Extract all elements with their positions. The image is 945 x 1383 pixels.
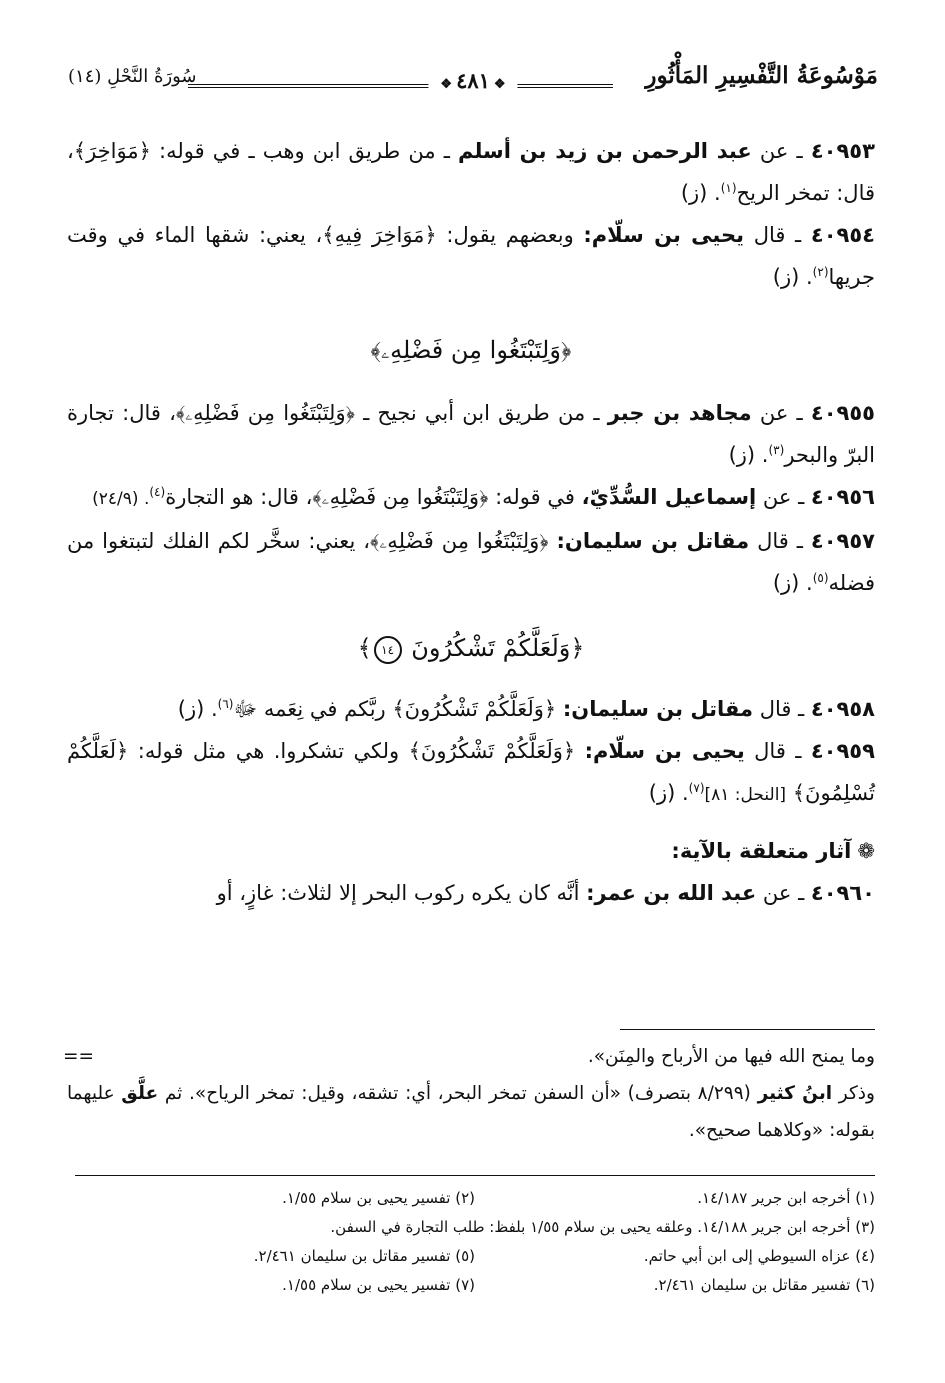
entry-text: قال: هو التجارة bbox=[165, 485, 299, 509]
narrator-name: عبد الرحمن بن زيد بن أسلم bbox=[458, 139, 752, 163]
footnote-row bbox=[67, 1242, 875, 1271]
footnote-7: (٧) تفسير يحيى بن سلام ١/٥٥. bbox=[282, 1276, 475, 1294]
entry-prefix: ـ قال bbox=[753, 223, 802, 247]
entry-source: . (ز) bbox=[728, 443, 769, 467]
note-text: وذكر bbox=[838, 1083, 875, 1104]
verse-text: ﴿وَلَعَلَّكُمْ تَشْكُرُونَ bbox=[411, 634, 585, 662]
footnote-ref[interactable]: (٦) bbox=[217, 697, 234, 711]
entry-40956 bbox=[67, 476, 875, 520]
entry-text: قال: تمخر الريح bbox=[736, 181, 875, 205]
entry-40955 bbox=[67, 392, 875, 476]
entry-prefix: ـ عن bbox=[759, 401, 803, 425]
section-heading bbox=[67, 830, 875, 872]
narrator-name: مقاتل بن سليمان: bbox=[562, 697, 753, 721]
footnote-3: (٣) أخرجه ابن جرير ١٤/١٨٨. وعلقه يحيى بن سلام ١/٥٥ بلفظ: طلب التجارة في السفن. bbox=[330, 1218, 875, 1236]
entry-text: وبعضهم يقول: bbox=[446, 223, 574, 247]
entry-source: . (ز) bbox=[680, 181, 721, 205]
page-number: ٤٨١ bbox=[456, 68, 490, 93]
entry-text: ربَّكم في نِعَمه ﷻ bbox=[233, 697, 386, 721]
narrator-name: مجاهد بن جبر bbox=[607, 401, 752, 425]
footnotes-divider bbox=[75, 1175, 875, 1176]
entry-text: يعني: سخَّر لكم الفلك لتبتغوا من فضله bbox=[67, 529, 875, 595]
entry-40958 bbox=[67, 688, 875, 730]
ayah-number-icon: ١٤ bbox=[374, 636, 402, 664]
quran-quote: ﴿وَلِتَبْتَغُوا مِن فَضْلِهِۦ﴾، bbox=[305, 485, 489, 509]
entry-source: . (ز) bbox=[772, 571, 813, 595]
footnote-5: (٥) تفسير مقاتل بن سليمان ٢/٤٦١. bbox=[253, 1247, 475, 1265]
continuation-line bbox=[67, 1075, 875, 1149]
entry-source: . (ز) bbox=[772, 265, 813, 289]
book-title: مَوْسُوعَةُ التَّفْسِيرِ المَأْثُورِ bbox=[645, 62, 878, 89]
scholar-name: ابنُ كثير bbox=[757, 1083, 833, 1104]
note-text: عليهما بقوله: «وكلاهما صحيح». bbox=[67, 1083, 875, 1141]
entry-number: ٤٠٩٦٠ bbox=[810, 881, 875, 905]
footnote-ref[interactable]: (٤) bbox=[149, 485, 166, 499]
entry-prefix: ـ قال bbox=[754, 739, 802, 763]
entry-text: يعني: شقها الماء في وقت جريها bbox=[67, 223, 875, 289]
footnote-row bbox=[67, 1213, 875, 1242]
entry-40960 bbox=[67, 872, 875, 914]
entry-source: . (ز) bbox=[648, 781, 689, 805]
footnote-ref[interactable]: (٢) bbox=[812, 265, 829, 279]
entry-prefix: ـ قال bbox=[759, 697, 805, 721]
running-head bbox=[68, 62, 878, 102]
footnote-ref[interactable]: (٥) bbox=[812, 571, 829, 585]
footnote-6: (٦) تفسير مقاتل بن سليمان ٢/٤٦١. bbox=[653, 1276, 875, 1294]
footnotes bbox=[67, 1184, 875, 1300]
ornament-icon: ❖ bbox=[493, 77, 506, 92]
ornament-icon: ❖ bbox=[440, 77, 453, 92]
entry-number: ٤٠٩٥٦ bbox=[810, 485, 875, 509]
quran-quote: ﴿وَلَعَلَّكُمْ تَشْكُرُونَ﴾ bbox=[392, 697, 557, 721]
verse-heading bbox=[67, 630, 875, 666]
continuation-line: وما يمنح الله فيها من الأرباح والمِنَن». bbox=[587, 1046, 875, 1067]
entry-text: في قوله: bbox=[495, 485, 575, 509]
entry-number: ٤٠٩٥٩ bbox=[810, 739, 875, 763]
entry-text: أنَّه كان يكره ركوب البحر إلا لثلاث: غازٍ، أو bbox=[216, 881, 580, 905]
entry-number: ٤٠٩٥٤ bbox=[810, 223, 875, 247]
entry-text: ـ من طريق ابن أبي نجيح ـ bbox=[363, 401, 600, 425]
quran-quote: ﴿لَعَلَّكُمْ تُسْلِمُونَ﴾ bbox=[67, 739, 875, 805]
entry-prefix: ـ قال bbox=[757, 529, 803, 553]
footnote-2: (٢) تفسير يحيى بن سلام ١/٥٥. bbox=[282, 1189, 475, 1207]
surah-label: سُورَةُ النَّحْلِ (١٤) bbox=[68, 66, 197, 87]
header-rule bbox=[188, 84, 613, 88]
entry-40957 bbox=[67, 520, 875, 604]
footnote-ref[interactable]: (٧) bbox=[688, 781, 705, 795]
verse-heading: ﴿وَلِتَبْتَغُوا مِن فَضْلِهِۦ﴾ bbox=[370, 336, 572, 364]
flower-icon: ❁ bbox=[857, 839, 875, 863]
entry-number: ٤٠٩٥٧ bbox=[810, 529, 875, 553]
footnote-continuation bbox=[63, 1038, 875, 1149]
quran-quote: ﴿مَوَاخِرَ﴾، bbox=[67, 139, 151, 163]
quran-quote: ﴿وَلِتَبْتَغُوا مِن فَضْلِهِۦ﴾، bbox=[363, 529, 549, 553]
entry-number: ٤٠٩٥٣ bbox=[810, 139, 875, 163]
entry-text: ـ من طريق ابن وهب ـ في قوله: bbox=[159, 139, 450, 163]
entry-number: ٤٠٩٥٨ bbox=[810, 697, 875, 721]
entry-prefix: ـ عن bbox=[762, 881, 805, 905]
note-text: (٨/٢٩٩ بتصرف) «أن السفن تمخر البحر، أي: تشقه، وقيل: تمخر الرياح». ثم bbox=[164, 1083, 751, 1104]
quran-quote: ﴿وَلِتَبْتَغُوا مِن فَضْلِهِۦ﴾، bbox=[169, 401, 355, 425]
narrator-name: يحيى بن سلّام: bbox=[584, 739, 745, 763]
quran-quote: ﴿مَوَاخِرَ فِيهِ﴾، bbox=[315, 223, 437, 247]
continuation-marker: == bbox=[63, 1046, 95, 1067]
verse-bracket: ﴾ bbox=[357, 634, 372, 662]
entry-source: . (ز) bbox=[177, 697, 218, 721]
narrator-name: مقاتل بن سليمان: bbox=[556, 529, 750, 553]
footnote-4: (٤) عزاه السيوطي إلى ابن أبي حاتم. bbox=[643, 1247, 875, 1265]
entry-source: . (٢٤/٩) bbox=[92, 489, 150, 509]
footnote-row bbox=[67, 1271, 875, 1300]
narrator-name: عبد الله بن عمر: bbox=[586, 881, 757, 905]
entry-number: ٤٠٩٥٥ bbox=[810, 401, 875, 425]
entry-text: قال: تجارة البرّ والبحر bbox=[67, 401, 875, 467]
entry-prefix: ـ عن bbox=[762, 485, 805, 509]
footnote-divider bbox=[620, 1029, 875, 1030]
entry-40959 bbox=[67, 730, 875, 816]
page-number-box bbox=[428, 68, 517, 93]
entry-40954 bbox=[67, 214, 875, 298]
entry-text: ولكي تشكروا. هي مثل قوله: bbox=[137, 739, 400, 763]
verse-reference: [النحل: ٨١] bbox=[704, 785, 787, 805]
narrator-name: يحيى بن سلّام: bbox=[583, 223, 745, 247]
footnote-ref[interactable]: (٣) bbox=[768, 443, 785, 457]
footnote-ref[interactable]: (١) bbox=[720, 181, 737, 195]
narrator-name: إسماعيل السُّدِّيّ، bbox=[581, 485, 757, 509]
entry-prefix: ـ عن bbox=[759, 139, 803, 163]
section-title: آثار متعلقة بالآية: bbox=[671, 839, 852, 863]
entry-40953 bbox=[67, 130, 875, 214]
footnote-row bbox=[67, 1184, 875, 1213]
quran-quote: ﴿وَلَعَلَّكُمْ تَشْكُرُونَ﴾ bbox=[408, 739, 576, 763]
footnote-1: (١) أخرجه ابن جرير ١٤/١٨٧. bbox=[697, 1189, 875, 1207]
note-emphasis: علَّق bbox=[121, 1083, 159, 1104]
main-text bbox=[67, 130, 875, 914]
